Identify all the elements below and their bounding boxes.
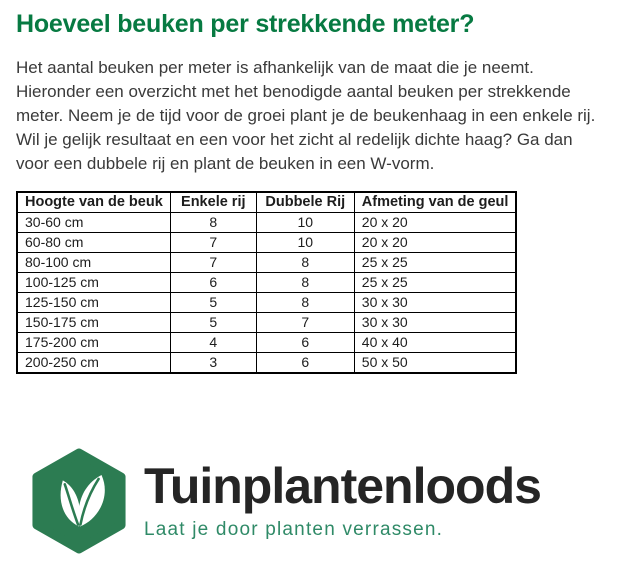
table-cell: 40 x 40 xyxy=(354,333,516,353)
table-cell: 25 x 25 xyxy=(354,273,516,293)
table-cell: 3 xyxy=(170,353,256,374)
table-cell: 5 xyxy=(170,313,256,333)
table-header-cell: Enkele rij xyxy=(170,192,256,213)
brand-name: Tuinplantenloods xyxy=(144,458,541,514)
brand-tagline: Laat je door planten verrassen. xyxy=(144,519,444,540)
table-cell: 7 xyxy=(170,233,256,253)
table-row xyxy=(17,233,516,253)
table-cell: 8 xyxy=(256,293,354,313)
table-header-cell: Hoogte van de beuk xyxy=(17,192,170,213)
table-cell: 8 xyxy=(256,273,354,293)
table-cell: 7 xyxy=(170,253,256,273)
table-cell: 6 xyxy=(170,273,256,293)
table-cell: 10 xyxy=(256,233,354,253)
table-body xyxy=(17,213,516,374)
intro-paragraph: Het aantal beuken per meter is afhankelijk van de maat die je neemt. Hieronder een overzicht met het benodigde aantal beuken per strekkende meter. Neem je de tijd voor de groei plant je de beukenhaag in een enkele rij. Wil je gelijk resultaat en een voor het zicht al redelijk dichte haag? Ga dan voor een dubbele rij en plant de beuken in een W-vorm. xyxy=(16,58,596,173)
table-row xyxy=(17,353,516,374)
table-cell: 80-100 cm xyxy=(17,253,170,273)
table-cell: 150-175 cm xyxy=(17,313,170,333)
table-cell: 8 xyxy=(170,213,256,233)
table-cell: 200-250 cm xyxy=(17,353,170,374)
table-cell: 7 xyxy=(256,313,354,333)
table-cell: 8 xyxy=(256,253,354,273)
table-cell: 25 x 25 xyxy=(354,253,516,273)
page-title: Hoeveel beuken per strekkende meter? xyxy=(16,10,475,38)
table-cell: 6 xyxy=(256,353,354,374)
table-row xyxy=(17,253,516,273)
table-cell: 10 xyxy=(256,213,354,233)
table-cell: 125-150 cm xyxy=(17,293,170,313)
table-row xyxy=(17,293,516,313)
hexagon-leaf-sprout-icon xyxy=(30,448,128,554)
table-row xyxy=(17,273,516,293)
table-header-cell: Afmeting van de geul xyxy=(354,192,516,213)
beuken-per-meter-table xyxy=(16,191,517,374)
table-cell: 60-80 cm xyxy=(17,233,170,253)
table-cell: 20 x 20 xyxy=(354,213,516,233)
table-row xyxy=(17,213,516,233)
table-cell: 30-60 cm xyxy=(17,213,170,233)
table-cell: 175-200 cm xyxy=(17,333,170,353)
table-cell: 20 x 20 xyxy=(354,233,516,253)
table-cell: 50 x 50 xyxy=(354,353,516,374)
table-cell: 4 xyxy=(170,333,256,353)
table-header-row xyxy=(17,192,516,213)
table-cell: 5 xyxy=(170,293,256,313)
logo-text-block xyxy=(144,458,541,541)
table-row xyxy=(17,313,516,333)
table-cell: 6 xyxy=(256,333,354,353)
logo xyxy=(30,448,606,554)
table-cell: 30 x 30 xyxy=(354,313,516,333)
table-cell: 100-125 cm xyxy=(17,273,170,293)
table-cell: 30 x 30 xyxy=(354,293,516,313)
table-row xyxy=(17,333,516,353)
table-header-cell: Dubbele Rij xyxy=(256,192,354,213)
